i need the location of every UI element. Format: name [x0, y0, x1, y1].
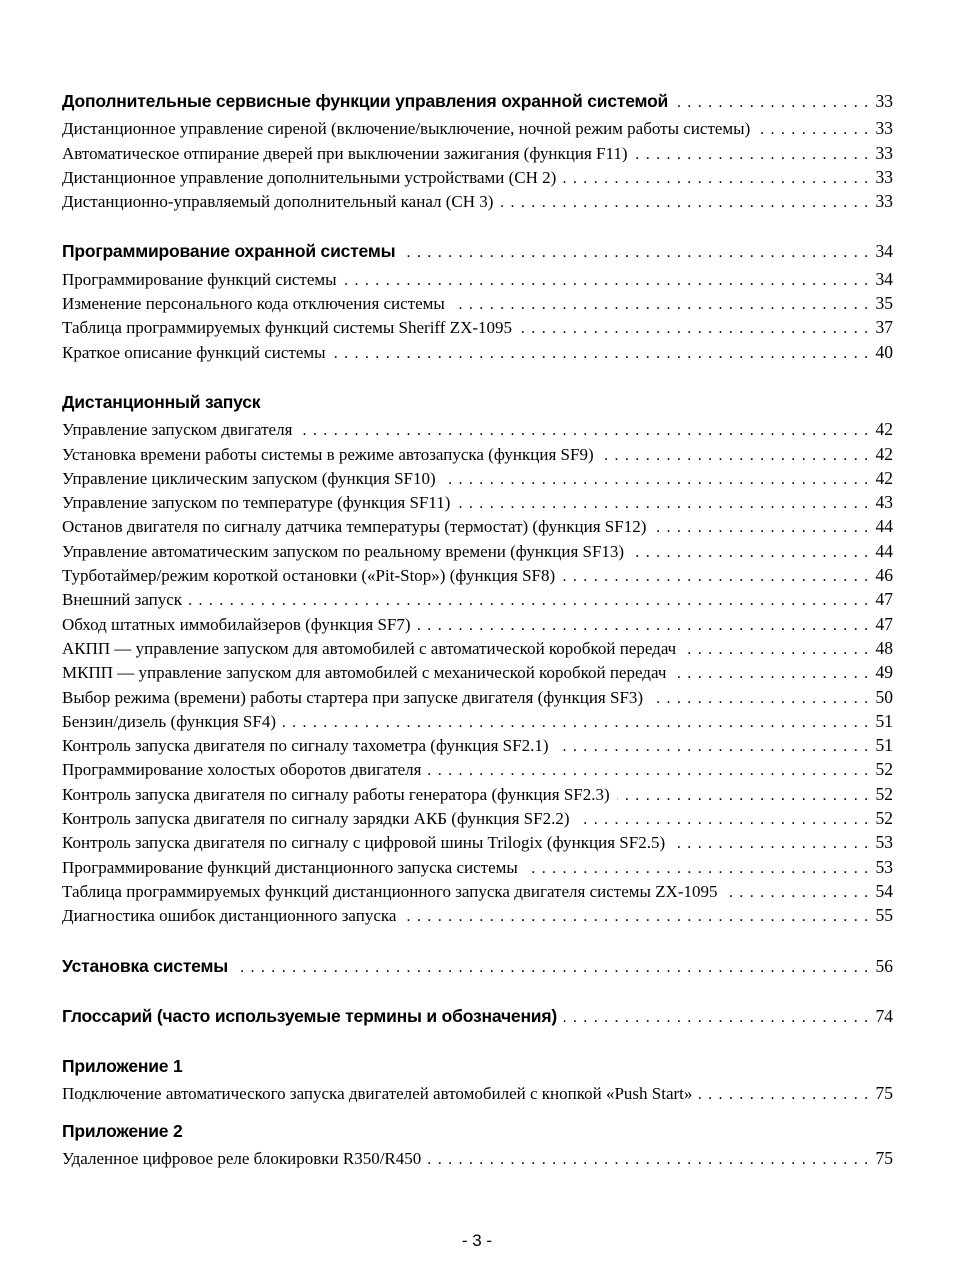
toc-row: [62, 117, 893, 141]
toc-page-number: 47: [875, 589, 893, 610]
toc-item-label: Контроль запуска двигателя по сигналу зарядки АКБ (функция SF2.2): [62, 809, 570, 829]
toc-row: [62, 1082, 893, 1106]
toc-row: [62, 418, 893, 442]
toc-heading-label: Дополнительные сервисные функции управления охранной системой: [62, 91, 669, 111]
toc-item-label: Бензин/дизель (функция SF4): [62, 711, 276, 731]
toc-section: [62, 955, 893, 979]
toc-page-number: 50: [875, 686, 893, 707]
toc-row: [62, 515, 893, 539]
toc-page-number: 35: [875, 293, 893, 314]
dot-leader: [428, 760, 874, 782]
dot-leader: [189, 590, 874, 612]
toc-row: [62, 341, 893, 365]
toc-page-number: 51: [875, 710, 893, 731]
toc-row: [62, 904, 893, 928]
toc-heading-label: Установка системы: [62, 955, 228, 976]
dot-leader: [675, 92, 874, 114]
toc-item-label: Таблица программируемых функций системы Sheriff ZX-1095: [62, 318, 513, 338]
toc-row: [62, 564, 893, 588]
toc-section: [62, 1055, 893, 1107]
dot-leader: [672, 833, 874, 855]
toc-heading-label: Приложение 1: [62, 1056, 183, 1077]
toc-item-label: Контроль запуска двигателя по сигналу работы генератора (функция SF2.3): [62, 784, 610, 804]
toc-page-number: 44: [875, 516, 893, 537]
toc-page-number: 34: [875, 241, 893, 262]
dot-leader: [519, 318, 874, 340]
dot-leader: [725, 882, 875, 904]
toc-page-number: 33: [875, 191, 893, 212]
dot-leader: [562, 566, 874, 588]
toc-item-label: Автоматическое отпирание дверей при выключении зажигания (функция F11): [62, 143, 628, 163]
toc-row: [62, 316, 893, 340]
toc-item-label: АКПП — управление запуском для автомобилей с автоматической коробкой передач: [62, 638, 677, 658]
dot-leader: [563, 168, 874, 190]
dot-leader: [443, 469, 875, 491]
toc-heading-label: Глоссарий (часто используемые термины и обозначения): [62, 1005, 558, 1026]
toc-row: [62, 443, 893, 467]
toc-section-heading: [62, 1120, 893, 1144]
toc-section-heading: [62, 90, 893, 114]
toc-section: [62, 1005, 893, 1029]
toc-row: [62, 166, 893, 190]
page-number-footer: - 3 -: [461, 1231, 493, 1250]
toc-row: [62, 190, 893, 214]
toc-page-number: 37: [875, 317, 893, 338]
toc-row: [62, 1147, 893, 1171]
toc-row: [62, 491, 893, 515]
toc-page-number: 75: [875, 1147, 893, 1168]
toc-page-number: 52: [875, 759, 893, 780]
toc-items: [62, 117, 893, 214]
toc-item-label: Удаленное цифровое реле блокировки R350/R450: [62, 1148, 422, 1168]
dot-leader: [344, 270, 875, 292]
toc-page-number: 42: [875, 443, 893, 464]
toc-heading-label: Программирование охранной системы: [62, 241, 396, 262]
toc-item-label: Дистанционное управление дополнительными устройствами (CH 2): [62, 167, 557, 187]
toc-row: [62, 686, 893, 710]
table-of-contents: [62, 90, 893, 1171]
toc-row: [62, 540, 893, 564]
dot-leader: [402, 242, 874, 264]
toc-row: [62, 588, 893, 612]
toc-item-label: Краткое описание функций системы: [62, 342, 326, 362]
toc-row: [62, 856, 893, 880]
toc-row: [62, 661, 893, 685]
toc-section-heading: [62, 391, 893, 415]
toc-page-number: 42: [875, 419, 893, 440]
toc-item-label: Управление запуском двигателя: [62, 420, 293, 440]
toc-item-label: Управление автоматическим запуском по реальному времени (функция SF13): [62, 541, 625, 561]
dot-leader: [650, 688, 874, 710]
dot-leader: [683, 639, 874, 661]
toc-item-label: Управление циклическим запуском (функция SF10): [62, 468, 436, 488]
toc-page-number: 43: [875, 492, 893, 513]
toc-page-number: 48: [875, 637, 893, 658]
dot-leader: [757, 119, 874, 141]
toc-section-heading: [62, 1005, 893, 1029]
toc-row: [62, 268, 893, 292]
dot-leader: [673, 663, 874, 685]
toc-section: [62, 240, 893, 364]
toc-row: [62, 758, 893, 782]
toc-page-number: 33: [875, 91, 893, 111]
toc-row: [62, 710, 893, 734]
toc-page-number: 49: [875, 662, 893, 683]
toc-item-label: Внешний запуск: [62, 590, 183, 610]
dot-leader: [299, 420, 874, 442]
dot-leader: [635, 144, 875, 166]
toc-row: [62, 292, 893, 316]
toc-item-label: Останов двигателя по сигналу датчика температуры (термостат) (функция SF12): [62, 517, 647, 537]
toc-row: [62, 637, 893, 661]
toc-section-heading: [62, 955, 893, 979]
toc-page-number: 33: [875, 166, 893, 187]
toc-page-number: 51: [875, 735, 893, 756]
toc-row: [62, 783, 893, 807]
dot-leader: [418, 615, 875, 637]
toc-page-number: 52: [875, 808, 893, 829]
toc-page-number: 33: [875, 142, 893, 163]
dot-leader: [525, 858, 875, 880]
toc-item-label: Подключение автоматического запуска двигателей автомобилей с кнопкой «Push Start»: [62, 1084, 693, 1104]
dot-leader: [699, 1084, 874, 1106]
toc-page-number: 74: [875, 1005, 893, 1026]
toc-item-label: Таблица программируемых функций дистанционного запуска двигателя системы ZX-1095: [62, 881, 718, 901]
dot-leader: [631, 542, 874, 564]
dot-leader: [452, 294, 875, 316]
toc-row: [62, 142, 893, 166]
toc-page-number: 33: [875, 118, 893, 139]
toc-section: [62, 391, 893, 929]
toc-page-number: 47: [875, 613, 893, 634]
toc-item-label: Диагностика ошибок дистанционного запуска: [62, 906, 397, 926]
toc-row: [62, 880, 893, 904]
toc-item-label: Программирование холостых оборотов двигателя: [62, 760, 422, 780]
toc-page-number: 75: [875, 1083, 893, 1104]
toc-page-number: 53: [875, 832, 893, 853]
toc-item-label: Управление запуском по температуре (функция SF11): [62, 493, 451, 513]
toc-item-label: Обход штатных иммобилайзеров (функция SF7): [62, 614, 411, 634]
toc-page-number: 40: [875, 341, 893, 362]
dot-leader: [653, 517, 874, 539]
dot-leader: [555, 736, 874, 758]
toc-row: [62, 734, 893, 758]
toc-item-label: Контроль запуска двигателя по сигналу с цифровой шины Trilogix (функция SF2.5): [62, 833, 666, 853]
toc-item-label: МКПП — управление запуском для автомобилей с механической коробкой передач: [62, 663, 667, 683]
toc-item-label: Выбор режима (времени) работы стартера при запуске двигателя (функция SF3): [62, 687, 644, 707]
toc-items: [62, 268, 893, 365]
toc-heading-label: Приложение 2: [62, 1120, 183, 1141]
toc-page-number: 56: [875, 955, 893, 976]
toc-item-label: Программирование функций дистанционного запуска системы: [62, 857, 518, 877]
dot-leader: [617, 785, 875, 807]
toc-page-number: 55: [875, 905, 893, 926]
toc-page-number: 52: [875, 783, 893, 804]
dot-leader: [577, 809, 875, 831]
toc-row: [62, 807, 893, 831]
dot-leader: [428, 1149, 874, 1171]
toc-page-number: 53: [875, 856, 893, 877]
toc-items: [62, 1082, 893, 1106]
dot-leader: [500, 192, 874, 214]
toc-item-label: Турботаймер/режим короткой остановки («Pit-Stop») (функция SF8): [62, 566, 556, 586]
toc-row: [62, 831, 893, 855]
toc-page-number: 44: [875, 540, 893, 561]
toc-section: [62, 1120, 893, 1172]
toc-item-label: Дистанционное управление сиреной (включение/выключение, ночной режим работы системы): [62, 119, 751, 139]
dot-leader: [333, 343, 875, 365]
toc-items: [62, 418, 893, 928]
toc-page-number: 54: [875, 880, 893, 901]
toc-item-label: Программирование функций системы: [62, 269, 337, 289]
dot-leader: [457, 493, 874, 515]
toc-item-label: Контроль запуска двигателя по сигналу тахометра (функция SF2.1): [62, 736, 549, 756]
dot-leader: [564, 1007, 874, 1029]
toc-items: [62, 1147, 893, 1171]
toc-item-label: Изменение персонального кода отключения системы: [62, 294, 445, 314]
toc-section: [62, 90, 893, 214]
toc-heading-label: Дистанционный запуск: [62, 391, 261, 412]
toc-page-number: 42: [875, 467, 893, 488]
toc-page-number: 34: [875, 268, 893, 289]
toc-item-label: Дистанционно-управляемый дополнительный канал (CH 3): [62, 192, 494, 212]
dot-leader: [403, 906, 874, 928]
dot-leader: [235, 957, 875, 979]
toc-section-heading: [62, 240, 893, 264]
toc-item-label: Установка времени работы системы в режиме автозапуска (функция SF9): [62, 444, 594, 464]
toc-row: [62, 467, 893, 491]
dot-leader: [601, 445, 875, 467]
toc-section-heading: [62, 1055, 893, 1079]
dot-leader: [283, 712, 875, 734]
toc-page-number: 46: [875, 565, 893, 586]
toc-row: [62, 613, 893, 637]
